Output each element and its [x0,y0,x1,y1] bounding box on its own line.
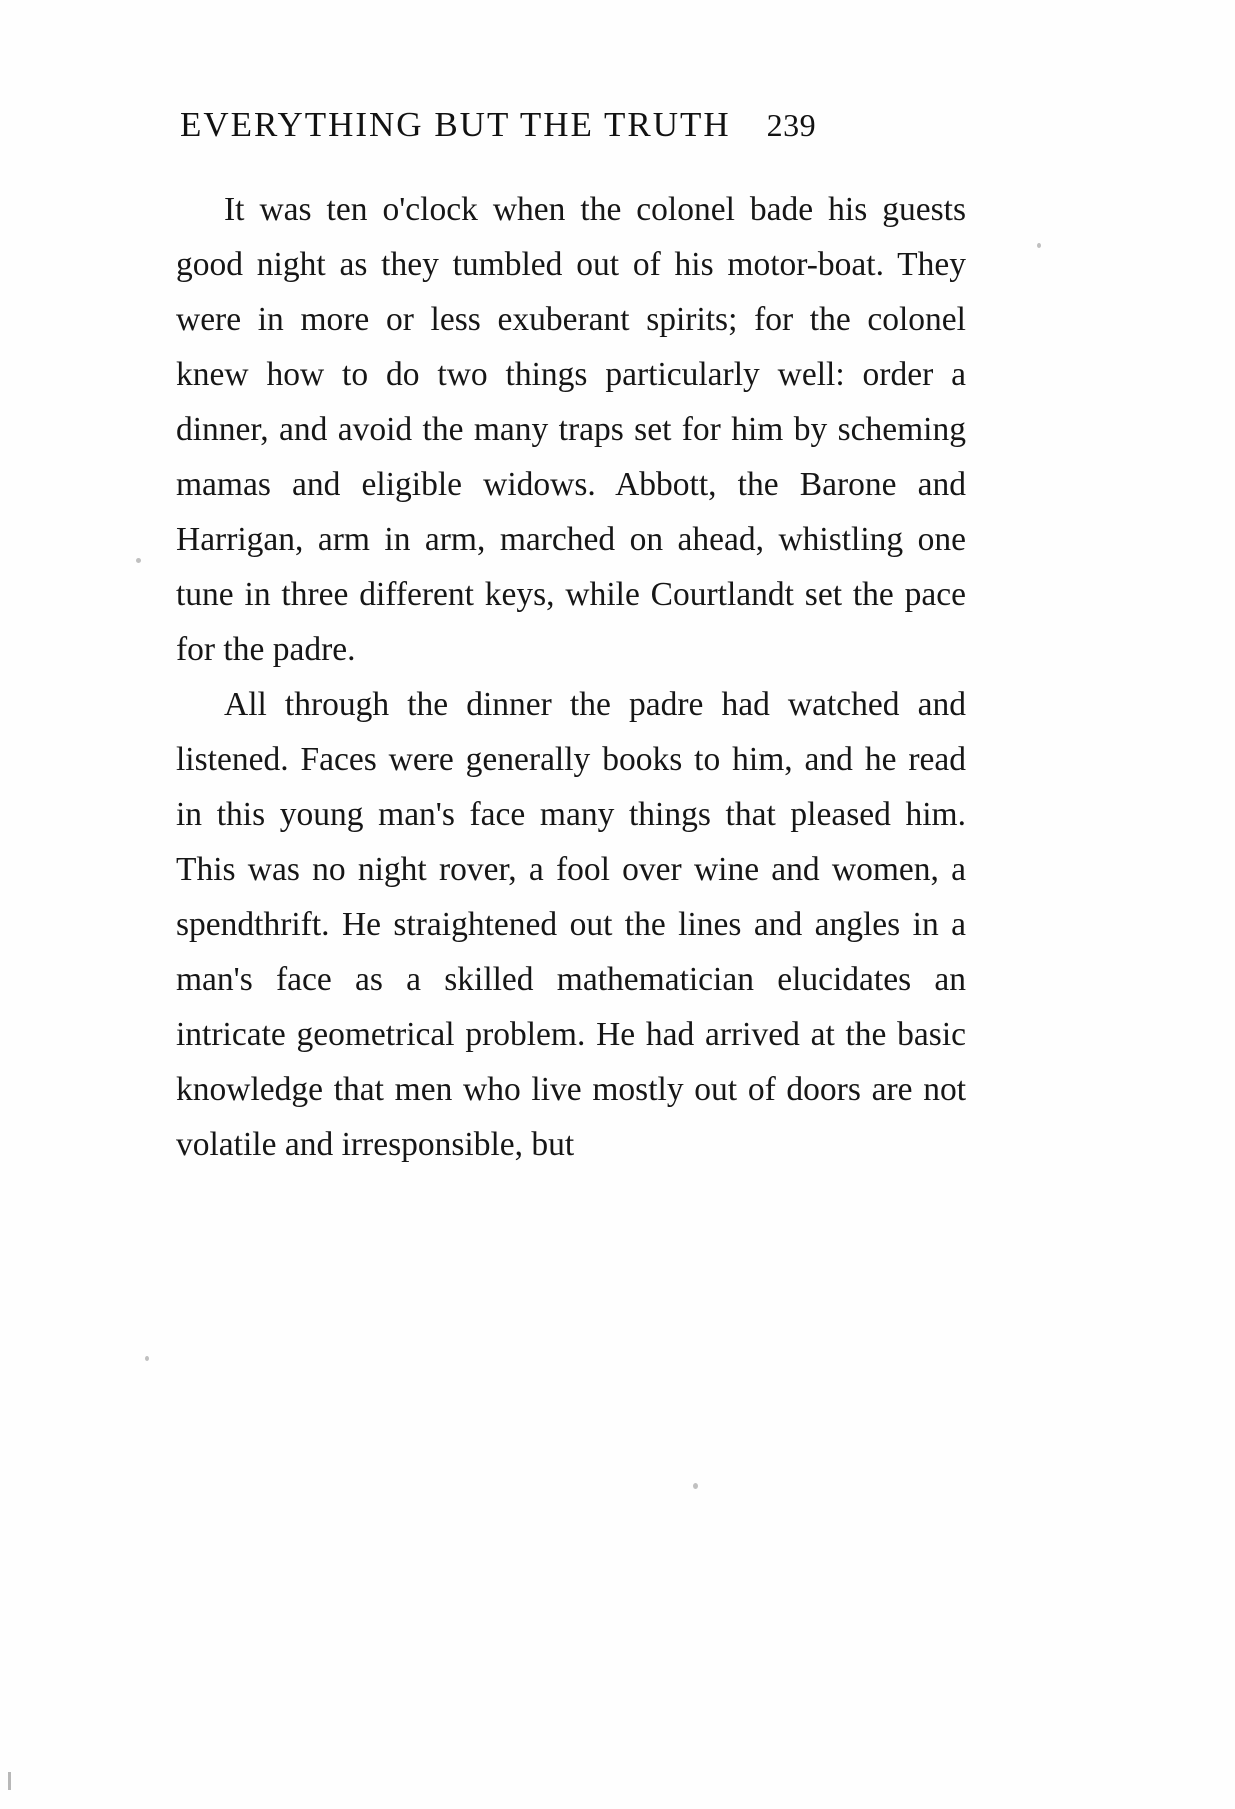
page-edge-mark [8,1772,11,1790]
scan-speck [145,1356,149,1361]
paragraph: All through the dinner the padre had watched and listened. Faces were generally books to him, and he read in this young man's face many things that pleased him. This was no night rover, a fool over wine and women, a spendthrift. He straightened out the lines and angles in a man's face as a skilled mathematician elucidates an intricate geometrical problem. He had arrived at the basic knowledge that men who live mostly out of doors are not volatile and irresponsible, but [176,686,966,1163]
scan-speck [1037,243,1041,248]
paragraph: It was ten o'clock when the colonel bade his guests good night as they tumbled out of his motor-boat. They were in more or less exuberant spirits; for the colonel knew how to do two things particularly well: order a dinner, and avoid the many traps set for him by scheming mamas and eligible widows. Abbott, the Barone and Harrigan, arm in arm, marched on ahead, whistling one tune in three different keys, while Courtlandt set the pace for the padre. [176,191,966,668]
body-text [176,182,966,1172]
page-number: 239 [766,107,817,143]
scan-speck [136,558,141,563]
scan-speck [693,1483,698,1489]
page-title: EVERYTHING BUT THE TRUTH [180,105,731,144]
running-head [180,105,1000,145]
